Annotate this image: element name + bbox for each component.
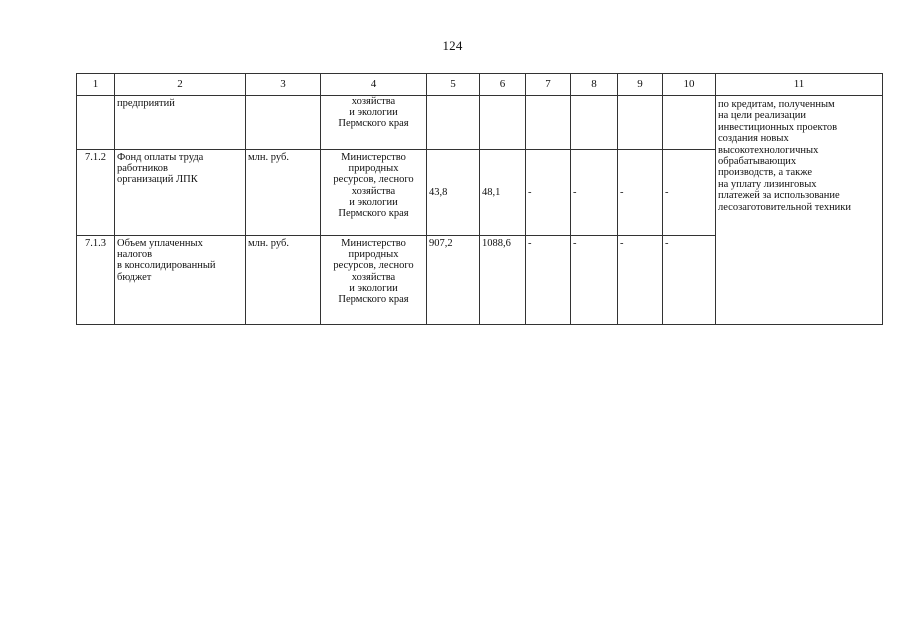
value-cell-8: - xyxy=(571,150,618,236)
responsible-line: хозяйства xyxy=(351,185,396,197)
value-cell-5: 907,2 xyxy=(427,236,480,325)
indicator-name-line: налогов xyxy=(117,249,153,261)
header-col-6: 6 xyxy=(480,74,526,96)
responsible-cell xyxy=(321,96,427,150)
value-cell-10 xyxy=(663,96,716,150)
responsible-line: хозяйства xyxy=(351,96,396,107)
responsible-line: природных xyxy=(348,163,399,175)
note-line: по кредитам, полученным xyxy=(718,99,835,110)
value-cell-7: - xyxy=(526,150,571,236)
header-col-4: 4 xyxy=(321,74,427,96)
note-line: производств, а также xyxy=(718,167,813,179)
responsible-line: и экологии xyxy=(349,282,398,294)
value-cell-6 xyxy=(480,96,526,150)
responsible-line: ресурсов, лесного xyxy=(333,174,414,186)
unit-cell xyxy=(246,96,321,150)
value-cell-7 xyxy=(526,96,571,150)
responsible-line: и экологии xyxy=(349,196,398,208)
value-cell-9: - xyxy=(618,236,663,325)
note-line: обрабатывающих xyxy=(718,156,797,168)
responsible-line: Министерство xyxy=(341,152,406,163)
responsible-line: Министерство xyxy=(341,238,406,249)
indicator-name-line: в консолидированный xyxy=(117,260,216,272)
row-number-cell: 7.1.2 xyxy=(77,150,115,236)
responsible-line: и экологии xyxy=(349,107,398,119)
header-col-10: 10 xyxy=(663,74,716,96)
row-number-cell: 7.1.3 xyxy=(77,236,115,325)
indicator-name-line: работников xyxy=(117,163,168,175)
indicator-name-cell xyxy=(115,150,246,236)
header-col-8: 8 xyxy=(571,74,618,96)
responsible-cell xyxy=(321,150,427,236)
header-col-2: 2 xyxy=(115,74,246,96)
indicator-name-cell: предприятий xyxy=(115,96,246,150)
note-line: создания новых xyxy=(718,133,789,145)
unit-cell: млн. руб. xyxy=(246,236,321,325)
page-number: 124 xyxy=(442,38,463,53)
value-cell-9: - xyxy=(618,150,663,236)
note-line: инвестиционных проектов xyxy=(718,121,838,133)
indicator-name-line: организаций ЛПК xyxy=(117,174,198,186)
indicators-table xyxy=(76,73,883,325)
responsible-line: хозяйства xyxy=(351,271,396,283)
value-cell-10: - xyxy=(663,150,716,236)
header-col-5: 5 xyxy=(427,74,480,96)
header-col-1: 1 xyxy=(77,74,115,96)
header-col-3: 3 xyxy=(246,74,321,96)
value-cell-5: 43,8 xyxy=(427,150,480,236)
responsible-line: природных xyxy=(348,249,399,261)
value-cell-8 xyxy=(571,96,618,150)
value-cell-9 xyxy=(618,96,663,150)
note-cell xyxy=(716,96,883,325)
responsible-line: Пермского края xyxy=(338,208,409,220)
note-line: на цели реализации xyxy=(718,110,806,122)
indicator-name-line: Объем уплаченных xyxy=(117,238,203,249)
value-cell-7: - xyxy=(526,236,571,325)
note-line: на уплату лизинговых xyxy=(718,178,817,190)
responsible-line: Пермского края xyxy=(338,118,409,130)
header-col-11: 11 xyxy=(716,74,883,96)
responsible-line: ресурсов, лесного xyxy=(333,260,414,272)
value-cell-6: 1088,6 xyxy=(480,236,526,325)
indicator-name-cell xyxy=(115,236,246,325)
responsible-cell xyxy=(321,236,427,325)
note-line: лесозаготовительной техники xyxy=(718,201,852,213)
indicator-name-line: Фонд оплаты труда xyxy=(117,152,204,163)
value-cell-6: 48,1 xyxy=(480,150,526,236)
note-line: платежей за использование xyxy=(718,190,840,202)
responsible-line: Пермского края xyxy=(338,294,409,306)
row-number-cell xyxy=(77,96,115,150)
value-cell-10: - xyxy=(663,236,716,325)
table-row xyxy=(77,96,883,150)
value-cell-8: - xyxy=(571,236,618,325)
unit-cell: млн. руб. xyxy=(246,150,321,236)
header-row xyxy=(77,74,883,96)
note-line: высокотехнологичных xyxy=(718,144,819,156)
indicator-name-line: бюджет xyxy=(117,271,152,283)
value-cell-5 xyxy=(427,96,480,150)
header-col-7: 7 xyxy=(526,74,571,96)
header-col-9: 9 xyxy=(618,74,663,96)
